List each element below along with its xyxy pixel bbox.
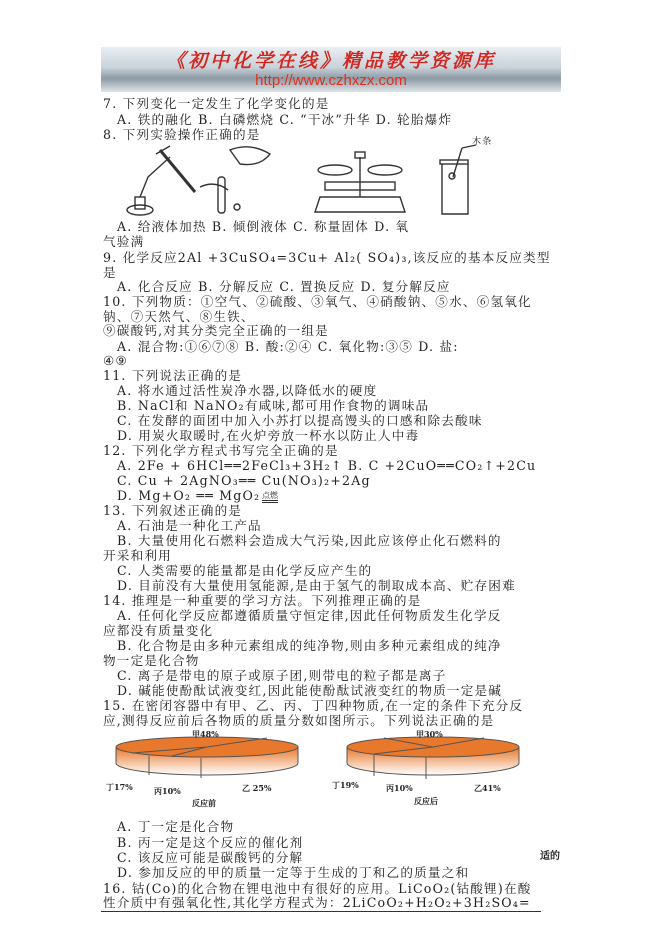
label-yi-after: 乙41% bbox=[474, 783, 501, 793]
header-banner bbox=[101, 47, 561, 92]
pie-chart-before bbox=[106, 729, 302, 808]
q8-options-cont: 气验满 bbox=[103, 234, 145, 249]
q14-stem: 14. 推理是一种重要的学习方法。下列推理正确的是 bbox=[103, 593, 422, 608]
oxygen-test-figure bbox=[440, 145, 476, 214]
q15-option-b: B. 丙一定是这个反应的催化剂 bbox=[117, 835, 304, 850]
q16-stem: 16. 钴(Co)的化合物在锂电池中有很好的应用。LiCoO₂(钴酸锂)在酸 bbox=[103, 881, 532, 896]
banner-url: http://www.czhxzx.com bbox=[255, 72, 407, 89]
q15-stem: 15. 在密闭容器中有甲、乙、丙、丁四种物质,在一定的条件下充分反 bbox=[103, 698, 524, 713]
q12-option-c: C. Cu + 2AgNO₃══ Cu(NO₃)₂+2Ag bbox=[117, 473, 371, 488]
balance-figure bbox=[315, 152, 405, 212]
q13-option-c: C. 人类需要的能量都是由化学反应产生的 bbox=[117, 563, 373, 578]
banner-title: 《初中化学在线》精品教学资源库 bbox=[165, 50, 496, 72]
label-bing-before: 丙10% bbox=[154, 786, 181, 796]
q14-option-b-cont: 物一定是化合物 bbox=[103, 653, 200, 668]
wood-strip-label: 木条 bbox=[472, 137, 493, 147]
q9-stem: 9. 化学反应2Al +3CuSO₄=3Cu+ Al₂( SO₄)₃,该反应的基本反应类型 bbox=[103, 250, 551, 265]
q15-stem-cont: 应,测得反应前后各物质的质量分数如图所示。下列说法正确的是 bbox=[103, 713, 495, 728]
q7-stem: 7. 下列变化一定发生了化学变化的是 bbox=[103, 96, 330, 111]
pie-after-graphic bbox=[344, 733, 522, 783]
q16-stem-cont: 性介质中有强氧化性,其化学方程式为：2LiCoO₂+H₂O₂+3H₂SO₄= bbox=[103, 895, 531, 910]
q13-option-a: A. 石油是一种化工产品 bbox=[117, 518, 262, 533]
pie-after-title: 反应后 bbox=[414, 796, 438, 806]
q12-stem: 12. 下列化学方程式书写完全正确的是 bbox=[103, 443, 339, 458]
q10-stem-cont2: ⑨碳酸钙,对其分类完全正确的一组是 bbox=[103, 323, 329, 338]
heating-liquid-figure bbox=[127, 146, 195, 215]
label-jia-after: 甲30% bbox=[416, 729, 443, 739]
label-ding-after: 丁19% bbox=[332, 780, 359, 790]
q15-option-a: A. 丁一定是化合物 bbox=[117, 819, 235, 834]
q7-options: A. 铁的融化 B. 白磷燃烧 C. “干冰”升华 D. 轮胎爆炸 bbox=[117, 112, 453, 127]
label-yi-before: 乙 25% bbox=[242, 783, 272, 793]
label-ding-before: 丁17% bbox=[106, 782, 133, 792]
label-jia-before: 甲48% bbox=[192, 729, 219, 739]
q11-option-b: B. NaCl和 NaNO₂有咸味,都可用作食物的调味品 bbox=[117, 398, 430, 413]
q14-option-d: D. 碱能使酚酞试液变红,因此能使酚酞试液变红的物质一定是碱 bbox=[117, 683, 503, 698]
q14-option-a: A. 任何化学反应都遵循质量守恒定律,因此任何物质发生化学反 bbox=[117, 608, 502, 623]
q13-stem: 13. 下列叙述正确的是 bbox=[103, 503, 243, 518]
pie-before-title: 反应前 bbox=[192, 798, 216, 808]
side-note: 适的 bbox=[540, 851, 560, 862]
q10-stem: 10. 下列物质：①空气、②硫酸、③氧气、④硝酸钠、⑤水、⑥氢氧化 bbox=[103, 294, 532, 309]
q12-option-ab: A. 2Fe + 6HCl══2FeCl₃+3H₂↑ B. C +2CuO══CO₂↑+2Cu bbox=[117, 458, 537, 473]
q10-options-cont: ④⑨ bbox=[103, 353, 128, 368]
q14-option-b: B. 化合物是由多种元素组成的纯净物,则由多种元素组成的纯净 bbox=[117, 638, 502, 653]
q14-option-a-cont: 应都没有质量变化 bbox=[103, 623, 214, 638]
q10-stem-cont1: 钠、⑦天然气、⑧生铁、 bbox=[103, 309, 255, 324]
q14-option-c: C. 离子是带电的原子或原子团,则带电的粒子都是离子 bbox=[117, 668, 447, 683]
q13-option-b-cont: 开采和利用 bbox=[103, 548, 172, 563]
q13-option-d: D. 目前没有大量使用氢能源,是由于氢气的制取成本高、贮存困难 bbox=[117, 578, 516, 593]
lab-operation-figures bbox=[110, 142, 540, 218]
q11-option-d: D. 用炭火取暖时,在火炉旁放一杯水以防止人中毒 bbox=[117, 428, 420, 443]
q12-ignite-condition: 点燃 bbox=[262, 491, 278, 503]
q9-options: A. 化合反应 B. 分解反应 C. 置换反应 D. 复分解反应 bbox=[117, 279, 451, 294]
pie-chart-after bbox=[332, 729, 522, 808]
q11-option-a: A. 将水通过活性炭净水器,以降低水的硬度 bbox=[117, 383, 378, 398]
q8-options: A. 给液体加热 B. 倾倒液体 C. 称量固体 D. 氧 bbox=[117, 219, 410, 234]
pie-before-graphic bbox=[112, 733, 302, 783]
q13-option-b: B. 大量使用化石燃料会造成大气污染,因此应该停止化石燃料的 bbox=[117, 533, 502, 548]
q9-stem-cont: 是 bbox=[103, 265, 117, 280]
pouring-liquid-figure bbox=[200, 147, 270, 213]
q12-option-d: D. Mg+O₂ ══ MgO₂ bbox=[117, 488, 261, 503]
q8-stem: 8. 下列实验操作正确的是 bbox=[103, 127, 261, 142]
q10-options: A. 混合物:①⑥⑦⑧ B. 酸:②④ C. 氧化物:③⑤ D. 盐: bbox=[117, 339, 459, 354]
q15-option-d: D. 参加反应的甲的质量一定等于生成的丁和乙的质量之和 bbox=[117, 865, 470, 880]
q15-option-c: C. 该反应可能是碳酸钙的分解 bbox=[117, 850, 304, 865]
q11-option-c: C. 在发酵的面团中加入小苏打以提高馒头的口感和除去酸味 bbox=[117, 413, 483, 428]
label-bing-after: 丙10% bbox=[386, 783, 413, 793]
q11-stem: 11. 下列说法正确的是 bbox=[103, 368, 243, 383]
bottom-rule bbox=[101, 911, 541, 912]
